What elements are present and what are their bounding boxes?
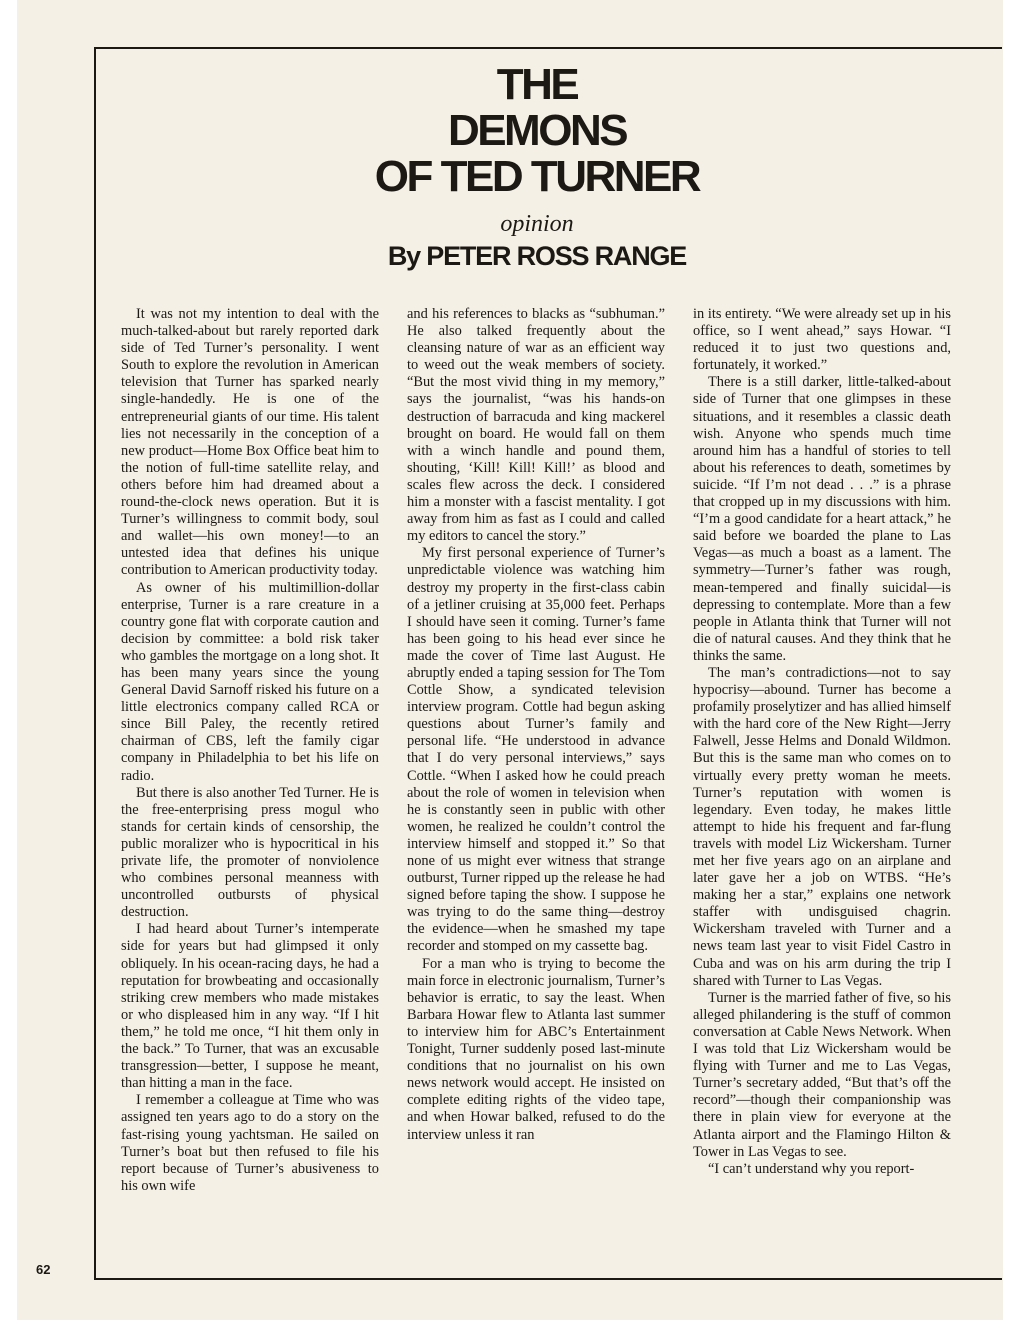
text-column-3 bbox=[693, 306, 951, 1178]
frame-rule-bottom bbox=[94, 1278, 1002, 1280]
byline: By PETER ROSS RANGE bbox=[387, 241, 687, 271]
paragraph: It was not my intention to deal with the much-talked-about but rarely reported dark side of Ted Turner’s personality. I went South to explore the revolution in American television that Turner has sparked nearly single-handedly. He is one of the entrepreneurial giants of our time. His talent lies not necessarily in the conception of a new product—Home Box Office beat him to the notion of full-time satellite relay, and others before him had dreamed about a round-the-clock news operation. But it is Turner’s willingness to commit body, soul and wallet—his own money!—to an untested idea that defines his unique contribution to American productivity today. bbox=[121, 306, 379, 579]
paragraph: There is a still darker, little-talked-about side of Turner that one glimpses in these situations, and it resembles a classic death wish. Anyone who spends much time around him has a handful of stories to tell about his references to death, sometimes by suicide. “If I’m not dead . . .” is a phrase that cropped up in my discussions with him. “I’m a good candidate for a heart attack,” he said before we boarded the plane to Las Vegas—as much a boast as a lament. The symmetry—Turner’s father was rough, mean-tempered and finally suicidal—is depressing to contemplate. More than a few people in Atlanta think that Turner will not die of natural causes. And they think that he thinks the same. bbox=[693, 374, 951, 664]
text-column-1 bbox=[121, 306, 379, 1195]
paragraph: I had heard about Turner’s intemperate side for years but had glimpsed it only obliquely. In his ocean-racing days, he had a reputation for browbeating and occasionally striking crew members who made mistakes or who displeased him in any way. “If I hit them,” he told me once, “I hit them only in the back.” To Turner, that was an excusable transgression—better, I suppose he meant, than hitting a man in the face. bbox=[121, 921, 379, 1092]
paragraph: The man’s contradictions—not to say hypocrisy—abound. Turner has become a profamily proselytizer and has allied himself with the hard core of the New Right—Jerry Falwell, Jesse Helms and Donald Wildmon. But this is the same man who comes on to virtually every pretty woman he meets. Turner’s reputation with women is legendary. Even today, he makes little attempt to hide his frequent and far-flung travels with model Liz Wickersham. Turner met her five years ago on an airplane and later gave her a job on WTBS. “He’s making her a star,” explains one network staffer with undisguised chagrin. Wickersham traveled with Turner and a news team last year to visit Fidel Castro in Cuba and was on his arm during the trip I shared with Turner to Las Vegas. bbox=[693, 664, 951, 989]
frame-rule-top bbox=[94, 47, 1002, 49]
paragraph: I remember a colleague at Time who was assigned ten years ago to do a story on the fast-rising young yachtsman. He sailed on Turner’s boat but then refused to file his report because of Turner’s abusiveness to his own wife bbox=[121, 1092, 379, 1194]
paragraph: “I can’t understand why you report- bbox=[708, 1160, 915, 1177]
page-number: 62 bbox=[36, 1262, 51, 1277]
title-line: OF TED TURNER bbox=[374, 152, 700, 201]
title-line: THE bbox=[496, 60, 578, 109]
paragraph: For a man who is trying to become the main force in electronic journalism, Turner’s behavior is erratic, to say the least. When Barbara Howar flew to Atlanta last summer to interview him for ABC’s Entertainment Tonight, Turner suddenly posed last-minute conditions that no journalist on his own news network would accept. He insisted on complete editing rights of the video tape, and when Howar balked, refused to do the interview unless it ran bbox=[407, 955, 665, 1143]
frame-rule-left bbox=[94, 47, 96, 1280]
paragraph: and his references to blacks as “subhuman.” He also talked frequently about the cleansing nature of war as an efficient way to weed out the weak members of society. “But the most vivid thing in my memory,” says the journalist, “was his hands-on destruction of barracuda and king mackerel brought on board. He would fall on them with a winch handle and pound them, shouting, ‘Kill! Kill! Kill!’ as blood and scales flew across the deck. I considered him a monster with a fascist mentality. I got away from him as fast as I could and called my editors to cancel the story.” bbox=[407, 306, 665, 545]
paragraph: My first personal experience of Turner’s unpredictable violence was watching him destroy my property in the first-class cabin of a jetliner cruising at 35,000 feet. Perhaps I should have seen it coming. Turner’s fame has been going to his head ever since he made the cover of Time last August. He abruptly ended a taping session for The Tom Cottle Show, a syndicated television interview program. Cottle had begun asking questions about Turner’s family and personal life. “He understood in advance that I do very personal interviews,” says Cottle. “When I asked how he could preach about the role of women in television when he is constantly seen in public with other women, he realized he couldn’t control the interview himself and stopped it.” So that none of us might ever witness that strange outburst, Turner ripped up the release he had signed before taping the show. I suppose he was trying to do the same thing—destroy the evidence—when he smashed my tape recorder and stomped on my cassette bag. bbox=[407, 545, 665, 955]
section-kicker: opinion bbox=[500, 211, 574, 237]
paragraph: But there is also another Ted Turner. He is the free-enterprising press mogul who stands for certain kinds of censorship, the public moralizer who is hypocritical in his private life, the promoter of nonviolence who combines personal meanness with uncontrolled outbursts of physical destruction. bbox=[121, 784, 379, 921]
paragraph: As owner of his multimillion-dollar enterprise, Turner is a rare creature in a country gone flat with corporate caution and decision by committee: a bold risk taker who gambles the mortgage on a long shot. It has been many years since the young General David Sarnoff risked his future on a little electronics company called RCA or since Bill Paley, the recently retired chairman of CBS, left the family cigar company in Philadelphia to bet his life on radio. bbox=[121, 579, 379, 784]
article-title bbox=[330, 62, 744, 200]
paragraph: Turner is the married father of five, so his alleged philandering is the stuff of common conversation at Cable News Network. When I was told that Liz Wickersham would be flying with Turner and me to Las Vegas, Turner’s secretary added, “But that’s off the record”—though their companionship was there in plain view for everyone at the Atlanta airport and the Flamingo Hilton & Tower in Las Vegas to see. bbox=[693, 989, 951, 1160]
paragraph: in its entirety. “We were already set up in his office, so I went ahead,” says Howar. “I reduced it to just two questions and, fortunately, it worked.” bbox=[693, 306, 951, 374]
title-line: DEMONS bbox=[447, 106, 627, 155]
text-column-2 bbox=[407, 306, 665, 1144]
